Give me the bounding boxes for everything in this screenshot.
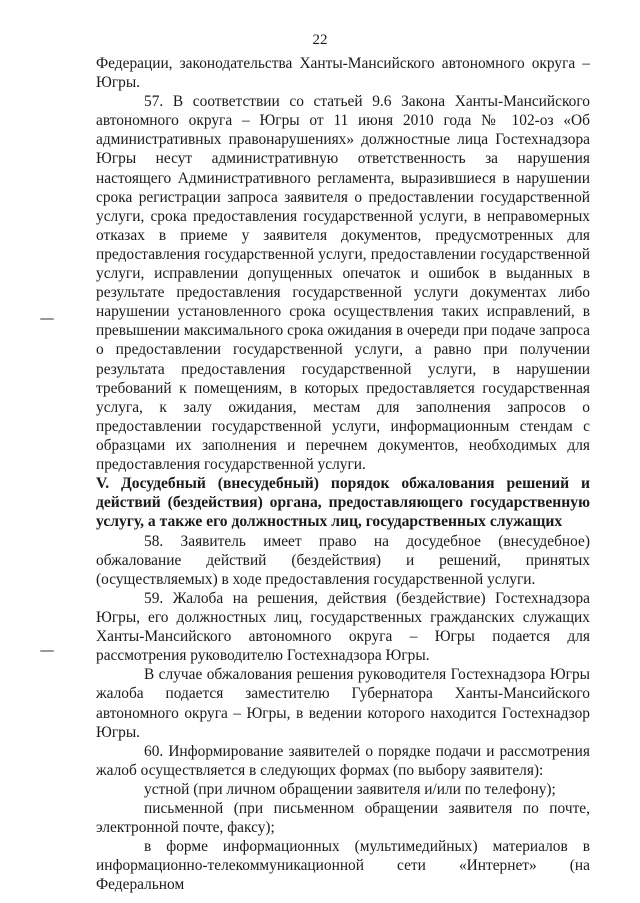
margin-mark — [40, 318, 54, 320]
list-item-written: письменной (при письменном обращении заявителя по почте, электронной почте, факсу); — [96, 799, 590, 837]
document-body — [96, 54, 590, 894]
paragraph-58: 58. Заявитель имеет право на досудебное (внесудебное) обжалование действий (бездействия) и решений, принятых (осуществляемых) в ходе предоставления государственной услуги. — [96, 532, 590, 588]
list-item-oral: устной (при личном обращении заявителя и/или по телефону); — [144, 780, 556, 798]
paragraph-57: 57. В соответствии со статьей 9.6 Закона Ханты-Мансийского автономного округа – Югры от 11 июня 2010 года № 102-оз «Об административных правонарушениях» должностные лица Гостехнадзора Югры несут административную ответственность за нарушения настоящего Административного регламента, выразившиеся в нарушении срока регистрации запроса заявителя о предоставлении государственной услуги, срока предоставления государственной услуги, в неправомерных отказах в приеме у заявителя документов, предусмотренных для предоставления государственной услуги, предоставлении государственной услуги, исправлении допущенных опечаток и ошибок в выданных в результате предоставления государственной услуги документах либо нарушении установленного срока осуществления таких исправлений, в превышении максимального срока ожидания в очереди при подаче запроса о предоставлении государственной услуги, а равно при получении результата предоставления государственной услуги, в нарушении требований к помещениям, в которых предоставляется государственная услуга, к залу ожидания, местам для заполнения запросов о предоставлении государственной услуги, информационным стендам с образцами их заполнения и перечнем документов, необходимых для предоставления государственной услуги. — [96, 93, 590, 473]
paragraph-continuation: Федерации, законодательства Ханты-Мансийского автономного округа – Югры. — [96, 55, 590, 92]
page-number: 22 — [312, 32, 328, 48]
margin-mark — [40, 650, 54, 652]
paragraph-59: 59. Жалоба на решения, действия (бездействие) Гостехнадзора Югры, его должностных лиц, государственных гражданских служащих Ханты-Мансийского автономного округа – Югры подается для рассмотрения руководителю Гостехнадзора Югры. — [96, 589, 590, 665]
paragraph-59-appeal: В случае обжалования решения руководителя Гостехнадзора Югры жалоба подается заместителю Губернатора Ханты-Мансийского автономного округа – Югры, в ведении которого находится Гостехнадзор Югры. — [96, 666, 590, 741]
section-heading: V. Досудебный (внесудебный) порядок обжалования решений и действий (бездействия) органа, предоставляющего государственную услугу, а также его должностных лиц, государственных служащих — [96, 475, 590, 531]
paragraph-60: 60. Информирование заявителей о порядке подачи и рассмотрения жалоб осуществляется в следующих формах (по выбору заявителя): — [96, 742, 590, 779]
list-item-internet: в форме информационных (мультимедийных) материалов в информационно-телекоммуникационной сети «Интернет» (на Федеральном — [96, 838, 590, 894]
